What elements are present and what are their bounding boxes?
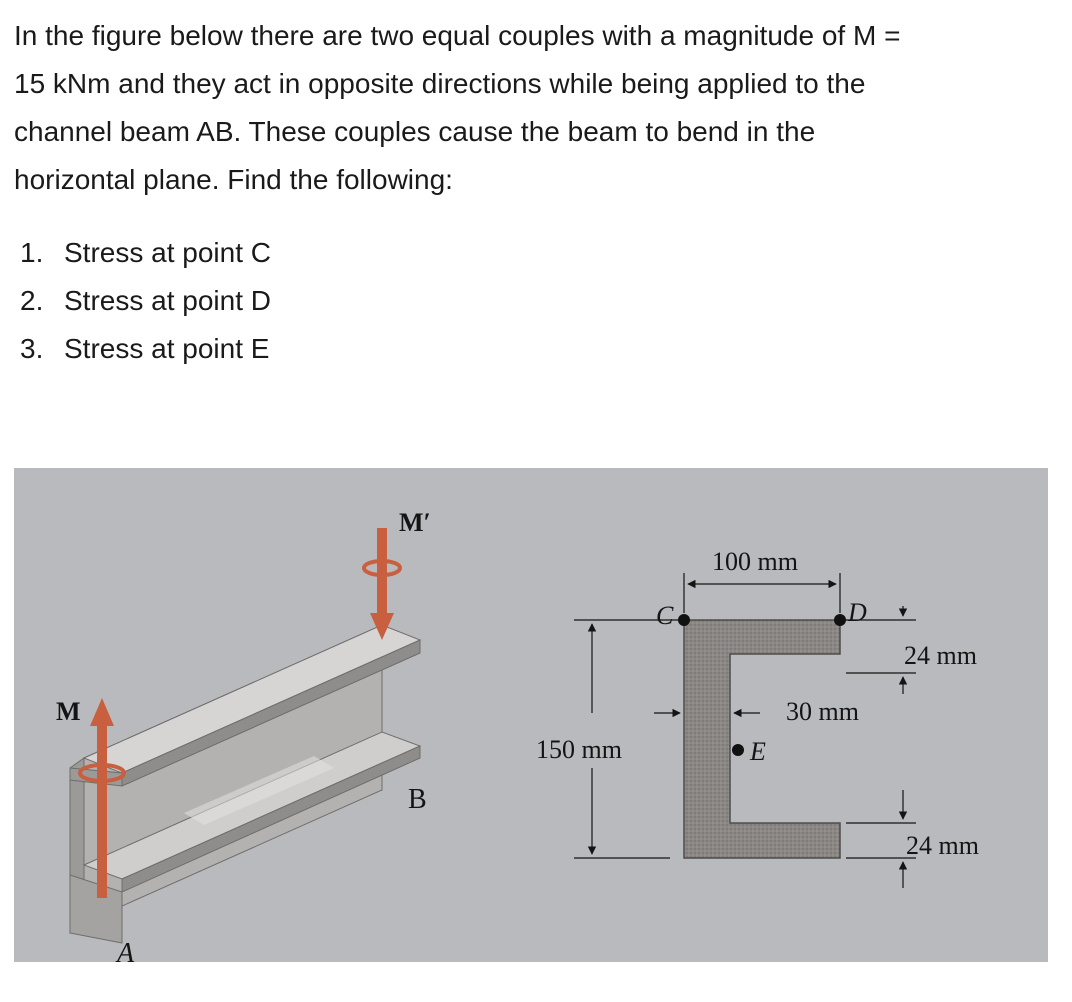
label-m-prime: M′ xyxy=(399,508,431,537)
dim-top-flange-label: 24 mm xyxy=(904,641,977,670)
question-number: 1. xyxy=(20,237,44,268)
problem-line-4: horizontal plane. Find the following: xyxy=(14,164,453,195)
dim-web-label: 30 mm xyxy=(786,697,859,726)
list-item xyxy=(20,229,271,277)
question-list xyxy=(20,229,271,373)
question-number: 2. xyxy=(20,285,44,316)
couple-m-prime xyxy=(364,508,431,640)
point-c-marker xyxy=(678,614,690,626)
label-m: M xyxy=(56,697,81,726)
cross-section xyxy=(536,547,979,888)
problem-statement xyxy=(14,12,1054,204)
couple-arrow-shaft xyxy=(377,528,387,616)
point-d-marker xyxy=(834,614,846,626)
label-e: E xyxy=(750,737,766,766)
couple-arrow-shaft xyxy=(97,723,107,898)
list-item xyxy=(20,277,271,325)
dim-width-label: 100 mm xyxy=(712,547,798,576)
label-a: A xyxy=(117,938,135,962)
question-number: 3. xyxy=(20,333,44,364)
label-b: B xyxy=(408,784,427,815)
point-e-marker xyxy=(732,744,744,756)
list-item xyxy=(20,325,271,373)
label-d: D xyxy=(848,598,867,627)
couple-arrow-head xyxy=(90,698,114,726)
question-text: Stress at point C xyxy=(64,237,271,268)
figure-drawing xyxy=(14,468,1048,962)
question-text: Stress at point E xyxy=(64,333,270,364)
problem-line-3: channel beam AB. These couples cause the beam to bend in the xyxy=(14,116,816,147)
label-c: C xyxy=(656,601,674,630)
dim-bottom-flange-label: 24 mm xyxy=(906,831,979,860)
channel-beam-figure xyxy=(14,468,1048,962)
question-text: Stress at point D xyxy=(64,285,271,316)
problem-line-2: 15 kNm and they act in opposite directions while being applied to the xyxy=(14,68,866,99)
problem-line-1: In the figure below there are two equal couples with a magnitude of M = xyxy=(14,20,901,51)
channel-beam xyxy=(70,625,420,943)
dim-height-label: 150 mm xyxy=(536,735,622,764)
